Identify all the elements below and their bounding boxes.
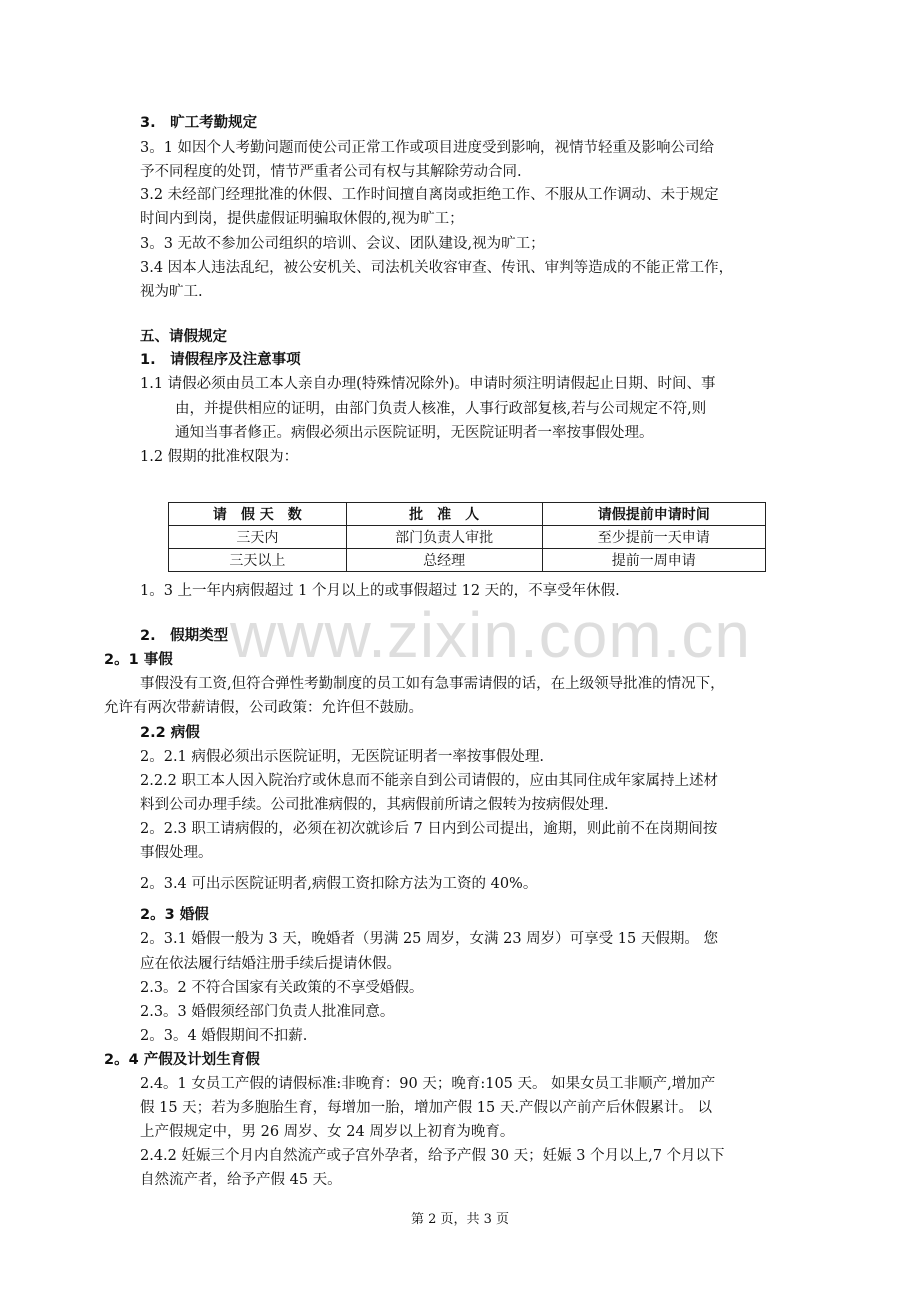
paragraph-line: 2。2.3 职工请病假的，必须在初次就诊后 7 日内到公司提出，逾期，则此前不在岗期间按 [140, 821, 718, 837]
paragraph-line: 视为旷工. [140, 284, 203, 300]
table-row [169, 526, 766, 549]
paragraph-line: 2.3。2 不符合国家有关政策的不享受婚假。 [140, 980, 424, 996]
heading-maternity-leave: 2。4 产假及计划生育假 [104, 1052, 260, 1068]
paragraph-line: 2。3.4 可出示医院证明者,病假工资扣除方法为工资的 40%。 [140, 876, 538, 892]
paragraph-line: 3.2 未经部门经理批准的休假、工作时间擅自离岗或拒绝工作、不服从工作调动、未于规定 [140, 187, 719, 203]
table-cell: 至少提前一天申请 [542, 526, 765, 549]
paragraph-line: 上产假规定中，男 26 周岁、女 24 周岁以上初育为晚育。 [140, 1124, 515, 1140]
paragraph-line: 1。3 上一年内病假超过 1 个月以上的或事假超过 12 天的，不享受年休假. [140, 583, 620, 599]
paragraph-line: 2.4。1 女员工产假的请假标准:非晚育：90 天；晚育:105 天。 如果女员工非顺产,增加产 [140, 1076, 716, 1092]
heading-absence: 3. 旷工考勤规定 [140, 115, 258, 131]
paragraph-line: 时间内到岗，提供虚假证明骗取休假的,视为旷工； [140, 211, 464, 227]
heading-leave-procedure: 1. 请假程序及注意事项 [140, 352, 301, 368]
paragraph-line: 2.3。3 婚假须经部门负责人批准同意。 [140, 1004, 395, 1020]
heading-sick-leave: 2.2 病假 [140, 725, 200, 741]
table-cell: 提前一周申请 [542, 549, 765, 572]
table-header-cell: 批 准 人 [346, 503, 542, 526]
paragraph-line: 3。3 无故不参加公司组织的培训、会议、团队建设,视为旷工； [140, 236, 545, 252]
paragraph-line: 事假处理。 [140, 845, 213, 861]
paragraph-line: 自然流产者，给予产假 45 天。 [140, 1172, 342, 1188]
table-row [169, 549, 766, 572]
table-cell: 三天以上 [169, 549, 347, 572]
paragraph-line: 允许有两次带薪请假，公司政策：允许但不鼓励。 [104, 700, 423, 716]
table-cell: 三天内 [169, 526, 347, 549]
paragraph-line: 1.2 假期的批准权限为： [140, 449, 299, 465]
paragraph-line: 料到公司办理手续。公司批准病假的，其病假前所请之假转为按病假处理. [140, 797, 609, 813]
paragraph-line: 1.1 请假必须由员工本人亲自办理(特殊情况除外)。申请时须注明请假起止日期、时间、事 [140, 376, 716, 392]
paragraph-line: 事假没有工资,但符合弹性考勤制度的员工如有急事需请假的话，在上级领导批准的情况下， [140, 676, 725, 692]
heading-leave-types: 2. 假期类型 [140, 628, 229, 644]
table-cell: 总经理 [346, 549, 542, 572]
watermark: www.zixin.com.cn [230, 599, 751, 671]
paragraph-line: 2。3.1 婚假一般为 3 天，晚婚者（男满 25 周岁，女满 23 周岁）可享受 15 天假期。 您 [140, 931, 718, 947]
paragraph-line: 3.4 因本人违法乱纪，被公安机关、司法机关收容审查、传讯、审判等造成的不能正常工作， [140, 260, 734, 276]
paragraph-line: 由，并提供相应的证明，由部门负责人核准，人事行政部复核,若与公司规定不符,则 [175, 401, 707, 417]
paragraph-line: 予不同程度的处罚，情节严重者公司有权与其解除劳动合同. [140, 164, 522, 180]
heading-marriage-leave: 2。3 婚假 [140, 907, 209, 923]
paragraph-line: 2.2.2 职工本人因入院治疗或休息而不能亲自到公司请假的，应由其同住成年家属持上述材 [140, 773, 718, 789]
heading-leave-rules: 五、请假规定 [140, 329, 227, 345]
paragraph-line: 3。1 如因个人考勤问题而使公司正常工作或项目进度受到影响，视情节轻重及影响公司给 [140, 140, 715, 156]
table-header-row [169, 503, 766, 526]
paragraph-line: 通知当事者修正。病假必须出示医院证明，无医院证明者一率按事假处理。 [175, 425, 654, 441]
heading-personal-leave: 2。1 事假 [104, 652, 173, 668]
paragraph-line: 2.4.2 妊娠三个月内自然流产或子宫外孕者，给予产假 30 天；妊娠 3 个月以上,7 个月以下 [140, 1148, 725, 1164]
leave-approval-table [168, 502, 766, 572]
page-footer: 第 2 页，共 3 页 [410, 1212, 510, 1227]
paragraph-line: 应在依法履行结婚注册手续后提请休假。 [140, 956, 401, 972]
table-cell: 部门负责人审批 [346, 526, 542, 549]
paragraph-line: 2。2.1 病假必须出示医院证明，无医院证明者一率按事假处理. [140, 749, 545, 765]
table-header-cell: 请 假 天 数 [169, 503, 347, 526]
table-header-cell: 请假提前申请时间 [542, 503, 765, 526]
paragraph-line: 假 15 天；若为多胞胎生育，每增加一胎，增加产假 15 天.产假以产前产后休假累计。 以 [140, 1100, 713, 1116]
paragraph-line: 2。3。4 婚假期间不扣薪. [140, 1028, 308, 1044]
